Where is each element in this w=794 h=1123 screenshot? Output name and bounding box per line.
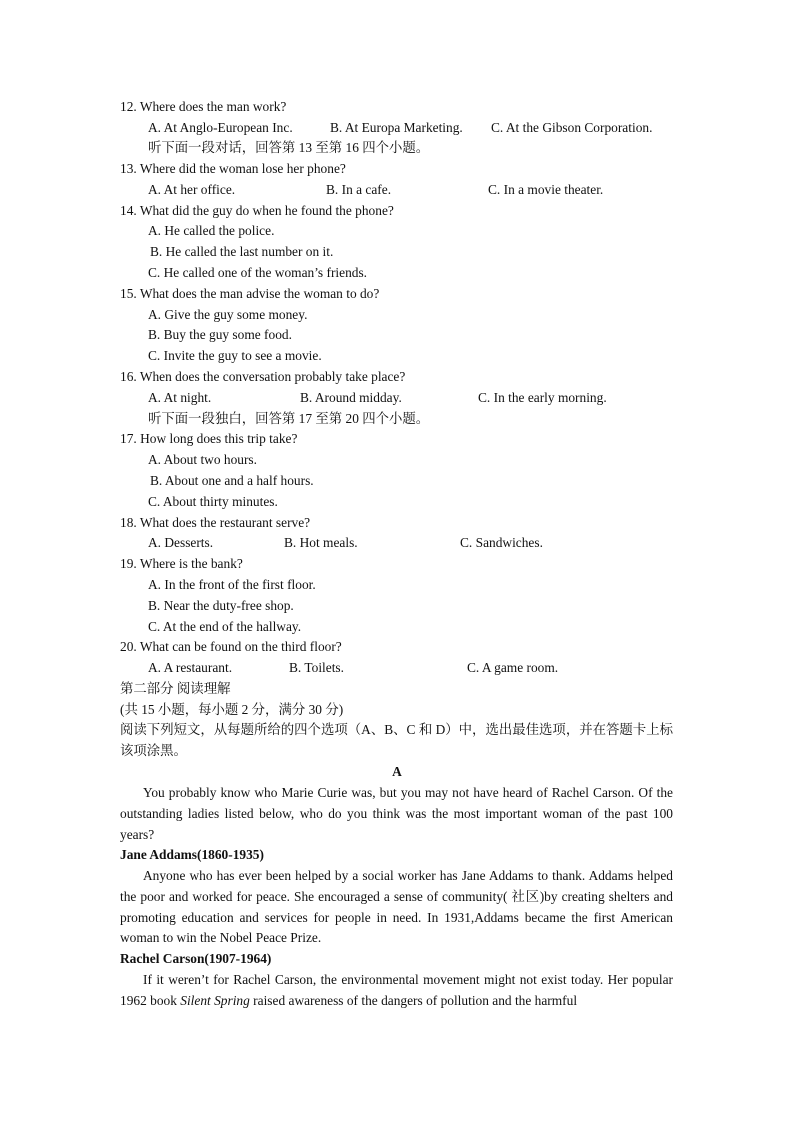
carson-text-part-2: raised awareness of the dangers of pollution and the harmful (249, 992, 578, 1008)
book-title-silent-spring: Silent Spring (180, 992, 250, 1008)
option-b: B. Near the duty-free shop. (148, 598, 294, 613)
option-c: C. In the early morning. (478, 390, 607, 405)
option-b: B. Hot meals. (284, 535, 358, 550)
part-2-scoring: (共 15 小题，每小题 2 分，满分 30 分) (120, 702, 344, 717)
option-c: C. A game room. (467, 660, 559, 675)
option-c: C. At the end of the hallway. (148, 619, 302, 634)
rachel-carson-heading: Rachel Carson(1907-1964) (120, 951, 272, 966)
part-2-title: 第二部分 阅读理解 (120, 681, 231, 696)
passage-intro: You probably know who Marie Curie was, but you may not have heard of Rachel Carson. Of the outstanding ladies listed below, who do you think was the most important woman of the past 100 years? (120, 785, 673, 842)
part-2-instruction: 阅读下列短文，从每题所给的四个选项（A、B、C 和 D）中，选出最佳选项，并在答题卡上标该项涂黑。 (120, 722, 673, 758)
option-c: C. Sandwiches. (460, 535, 543, 550)
question-17-stem: 17. How long does this trip take? (120, 431, 298, 446)
jane-addams-heading: Jane Addams(1860-1935) (120, 847, 264, 862)
section-instruction-17-20: 听下面一段独白，回答第 17 至第 20 四个小题。 (148, 411, 430, 426)
option-a: A. At her office. (148, 182, 236, 197)
option-a: A. About two hours. (148, 452, 257, 467)
option-c: C. Invite the guy to see a movie. (148, 348, 322, 363)
question-20-stem: 20. What can be found on the third floor? (120, 639, 342, 654)
option-c: C. About thirty minutes. (148, 494, 278, 509)
question-14-stem: 14. What did the guy do when he found the phone? (120, 203, 394, 218)
option-a: A. Give the guy some money. (148, 307, 308, 322)
option-b: B. Around midday. (300, 390, 402, 405)
option-b: B. Toilets. (289, 660, 344, 675)
question-16-stem: 16. When does the conversation probably take place? (120, 369, 406, 384)
rachel-carson-text (120, 970, 673, 1012)
question-12-stem: 12. Where does the man work? (120, 99, 287, 114)
question-13-stem: 13. Where did the woman lose her phone? (120, 161, 346, 176)
question-18-stem: 18. What does the restaurant serve? (120, 515, 311, 530)
option-a: A. A restaurant. (148, 660, 233, 675)
option-b: B. At Europa Marketing. (330, 120, 463, 135)
option-c: C. At the Gibson Corporation. (491, 120, 653, 135)
option-b: B. About one and a half hours. (150, 473, 314, 488)
carson-text-part-1: If it weren’t for Rachel Carson, the environmental movement might not exist today. Her popular 1962 book (120, 972, 673, 1008)
option-a: A. At Anglo-European Inc. (148, 120, 293, 135)
option-c: C. He called one of the woman’s friends. (148, 265, 368, 280)
passage-letter: A (392, 764, 402, 779)
option-a: A. In the front of the first floor. (148, 577, 316, 592)
section-instruction-13-16: 听下面一段对话，回答第 13 至第 16 四个小题。 (148, 140, 430, 155)
option-a: A. At night. (148, 390, 212, 405)
option-a: A. Desserts. (148, 535, 214, 550)
option-a: A. He called the police. (148, 223, 275, 238)
option-c: C. In a movie theater. (488, 182, 604, 197)
jane-addams-text: Anyone who has ever been helped by a social worker has Jane Addams to thank. Addams helped the poor and worked for peace. She encouraged a sense of community( 社区)by creating shelters and promoting education and services for people in need. In 1931,Addams became the first American woman to win the Nobel Peace Prize. (120, 868, 673, 946)
option-b: B. In a cafe. (326, 182, 392, 197)
option-b: B. Buy the guy some food. (148, 327, 292, 342)
question-19-stem: 19. Where is the bank? (120, 556, 243, 571)
option-b: B. He called the last number on it. (150, 244, 334, 259)
question-15-stem: 15. What does the man advise the woman to do? (120, 286, 380, 301)
